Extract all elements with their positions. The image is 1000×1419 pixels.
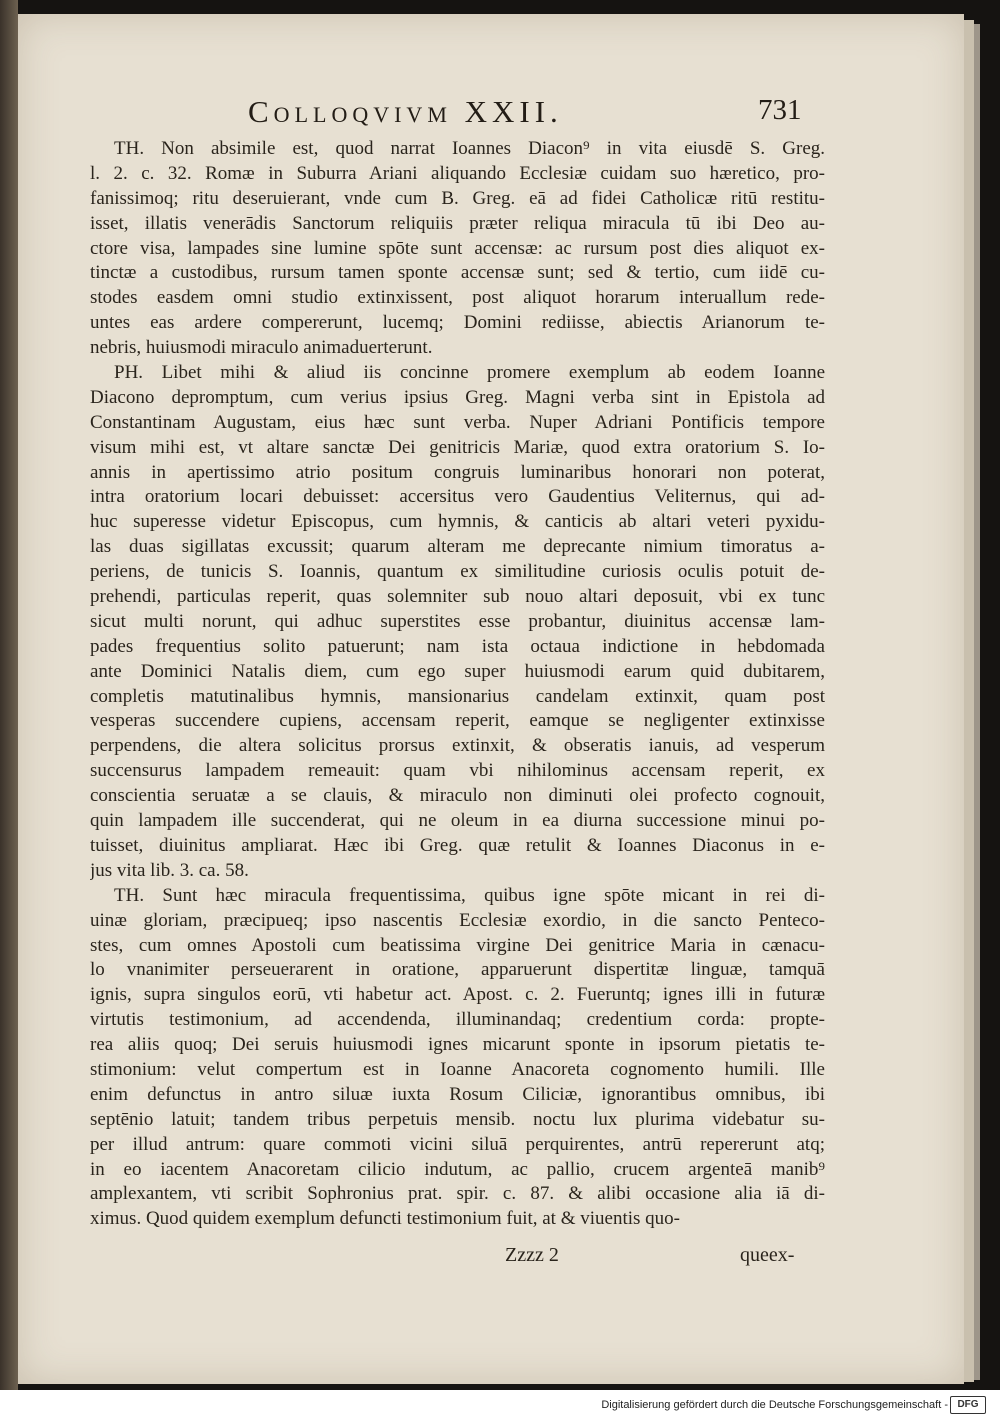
text-line: perpendens, die altera solicitus prorsus extinxit, & obseratis ianuis, ad vesperum (90, 735, 825, 757)
text-line: TH. Sunt hæc miracula frequentissima, quibus igne spōte micant in rei di- (114, 884, 825, 906)
binding-gutter (0, 0, 18, 1390)
text-line: stes, cum omnes Apostoli cum beatissima virgine Dei genitrice Maria in cænacu- (90, 934, 825, 956)
text-line: isset, illatis venerādis Sanctorum reliquiis præter reliqua miracula tū ibi Deo au- (90, 212, 825, 234)
text-line: Constantinam Augustam, eius hæc sunt verba. Nuper Adriani Pontificis tempore (90, 411, 825, 433)
dfg-logo: DFG (950, 1396, 986, 1414)
text-line: completis matutinalibus hymnis, mansionarius candelam extinxit, quam post (90, 685, 825, 707)
text-line: tinctæ a custodibus, rursum tamen sponte accensæ sunt; sed & tertio, cum iidē cu- (90, 262, 825, 284)
text-line: amplexantem, vti scribit Sophronius prat. spir. c. 87. & alibi occasione alia iā di- (90, 1183, 825, 1205)
text-line: succensurus lampadem remeauit: quam vbi nihilominus accensam reperit, ex (90, 760, 825, 782)
text-line: enim defunctus in antro siluæ iuxta Rosum Ciliciæ, ignorantibus omnibus, ibi (90, 1083, 825, 1105)
text-line: l. 2. c. 32. Romæ in Suburra Ariani aliquando Ecclesiæ cuidam suo hæretico, pro- (90, 162, 825, 184)
page-footer (18, 1238, 964, 1278)
text-line: huc superesse videtur Episcopus, cum hymnis, & canticis ab altari veteri pyxidu- (90, 511, 825, 533)
page-header (18, 84, 964, 134)
text-line: intra oratorium locari debuisset: accersitus vero Gaudentius Veliternus, qui ad- (90, 486, 825, 508)
catchword: queex- (740, 1244, 795, 1266)
text-line: prehendi, particulas reperit, quas solemniter sub nouo altari deposuit, vbi ex tunc (90, 586, 825, 608)
text-line: nebris, huiusmodi miraculo animaduerterunt. (90, 337, 433, 359)
text-line: sicut multi norunt, qui adhuc superstites esse probantur, diuinitus accensæ lam- (90, 610, 825, 632)
text-line: TH. Non absimile est, quod narrat Ioannes Diacon⁹ in vita eiusdē S. Greg. (114, 138, 825, 159)
signature-mark: Zzzz 2 (505, 1244, 559, 1266)
text-line: fanissimoq; ritu deseruierant, vnde cum B. Greg. eā ad fidei Catholicæ ritū restitu- (90, 187, 825, 209)
running-head: Colloqvivm XXII. (248, 94, 563, 129)
digitization-bar (0, 1390, 1000, 1419)
text-line: uinæ gloriam, præcipueq; ipso nascentis Ecclesiæ exordio, in die sancto Penteco- (90, 909, 825, 931)
text-line: in eo iacentem Anacoretam cilicio indutum, ac pallio, crucem argenteā manib⁹ (90, 1158, 825, 1180)
text-line: Diacono depromptum, cum verius ipsius Greg. Magni verba sint in Epistola ad (90, 386, 825, 408)
text-line: las duas sigillatas excussit; quarum alteram me deprecante nimium timoratus a- (90, 536, 825, 558)
page-edge-shadow (974, 24, 980, 1380)
text-line: annis in apertissimo atrio positum congruis luminaribus honorari non poterat, (90, 461, 825, 483)
text-line: untes eas ardere compererunt, lucemq; Domini rediisse, abiectis Arianorum te- (90, 312, 825, 334)
text-line: ante Dominici Natalis diem, cum ego super huiusmodi earum quid dubitarem, (90, 660, 825, 682)
text-line: ctore visa, lampades sine lumine spōte sunt accensæ: ac rursum post dies aliquot ex- (90, 237, 825, 259)
page-number: 731 (758, 94, 802, 126)
page-edge (964, 20, 974, 1382)
text-line: rea aliis quoq; Dei seruis huiusmodi ignes micarunt sponte in ipsorum pietatis te- (90, 1034, 825, 1056)
text-line: pades frequentius solito patuerunt; nam ista octaua indictione in hebdomada (90, 635, 825, 657)
text-line: ximus. Quod quidem exemplum defuncti testimonium fuit, at & viuentis quo- (90, 1208, 680, 1230)
text-line: periens, de tunicis S. Ioannis, quantum ex similitudine curiosis oculis potuit de- (90, 561, 825, 583)
text-line: PH. Libet mihi & aliud iis concinne promere exemplum ab eodem Ioanne (114, 362, 825, 384)
text-line: per illud antrum: quare commoti vicini siluā perquirentes, antrū repererunt atq; (90, 1133, 825, 1155)
text-line: stodes easdem omni studio extinxissent, post aliquot horarum interuallum rede- (90, 287, 825, 309)
book-page (18, 14, 964, 1384)
text-line: tuisset, diuinitus ampliarat. Hæc ibi Greg. quæ retulit & Ioannes Diaconus in e- (90, 834, 825, 856)
text-line: jus vita lib. 3. ca. 58. (90, 859, 249, 881)
text-line: visum mihi est, vt altare sanctæ Dei genitricis Mariæ, quod extra oratorium S. Io- (90, 436, 825, 458)
text-line: stimonium: velut compertum est in Ioanne Anacoreta cognomento humili. Ille (90, 1058, 825, 1080)
text-line: lo vnanimiter perseuerarent in oratione, apparuerunt dispertitæ linguæ, tamquā (90, 959, 825, 981)
dfg-credit-text: Digitalisierung gefördert durch die Deutsche Forschungsgemeinschaft - (601, 1399, 948, 1411)
main-text-block (90, 137, 825, 1232)
text-line: ignis, supra singulos eorū, vti habetur act. Apost. c. 2. Fueruntq; ignes illi in futuræ (90, 984, 825, 1006)
text-line: vesperas succendere cupiens, accensam reperit, eamque se negligenter extinxisse (90, 710, 825, 732)
text-line: conscientia seruatæ a se clauis, & miraculo non diminuti olei profecto cognouit, (90, 785, 825, 807)
text-line: quin lampadem ille succenderat, qui ne oleum in ea diurna successione minui po- (90, 810, 825, 832)
text-line: septēnio latuit; tandem tribus perpetuis mensib. noctu lux plurima videbatur su- (90, 1108, 825, 1130)
text-line: virtutis testimonium, ad accendenda, illuminandaq; credentium corda: propte- (90, 1009, 825, 1031)
